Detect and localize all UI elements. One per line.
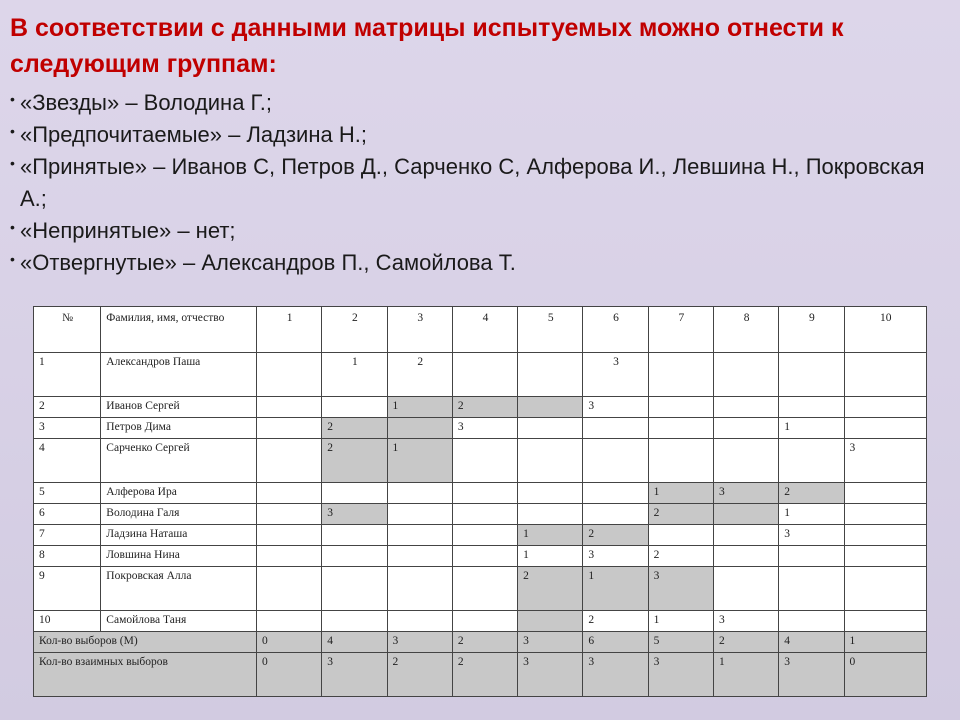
- table-row: [34, 611, 927, 632]
- summary-label: Кол-во выборов (М): [34, 632, 257, 653]
- choice-cell: [322, 397, 387, 418]
- choice-cell: 1: [387, 439, 452, 483]
- summary-value: 3: [518, 653, 583, 697]
- choice-cell: [452, 567, 517, 611]
- choice-cell: 1: [518, 546, 583, 567]
- table-row: [34, 567, 927, 611]
- bullet-dot-icon: •: [10, 123, 15, 139]
- summary-value: 1: [713, 653, 778, 697]
- choice-cell: [518, 418, 583, 439]
- choice-cell: [322, 483, 387, 504]
- choice-cell: [322, 546, 387, 567]
- bullet-item: [10, 151, 950, 215]
- row-name: Покровская Алла: [101, 567, 257, 611]
- bullet-dot-icon: •: [10, 219, 15, 235]
- bullet-list: [10, 87, 950, 279]
- choice-cell: [713, 546, 778, 567]
- choice-cell: [713, 525, 778, 546]
- choice-cell: [518, 353, 583, 397]
- choice-cell: [648, 418, 713, 439]
- bullet-item: [10, 215, 950, 247]
- row-name: Иванов Сергей: [101, 397, 257, 418]
- header-col-2: 2: [322, 307, 387, 353]
- choice-cell: 2: [648, 546, 713, 567]
- choice-cell: 1: [583, 567, 648, 611]
- choice-cell: [452, 525, 517, 546]
- row-number: 6: [34, 504, 101, 525]
- choice-cell: 2: [648, 504, 713, 525]
- choice-cell: [583, 483, 648, 504]
- bullet-text: «Непринятые» – нет;: [20, 218, 236, 243]
- slide-title: В соответствии с данными матрицы испытуемых можно отнести к следующим группам:: [10, 14, 844, 78]
- bullet-item: [10, 119, 950, 151]
- choice-cell: 3: [322, 504, 387, 525]
- summary-value: 0: [256, 632, 321, 653]
- choice-cell: 2: [779, 483, 844, 504]
- choice-cell: 1: [387, 397, 452, 418]
- header-fullname: Фамилия, имя, отчество: [101, 307, 257, 353]
- row-number: 2: [34, 397, 101, 418]
- choice-cell: [713, 439, 778, 483]
- choice-cell: 3: [583, 353, 648, 397]
- summary-value: 2: [452, 653, 517, 697]
- choice-cell: [256, 397, 321, 418]
- choice-cell: [583, 418, 648, 439]
- choice-cell: 1: [648, 483, 713, 504]
- choice-cell: [648, 397, 713, 418]
- choice-cell: [387, 546, 452, 567]
- choice-cell: [844, 611, 926, 632]
- choice-cell: [779, 439, 844, 483]
- row-name: Александров Паша: [101, 353, 257, 397]
- choice-cell: 1: [518, 525, 583, 546]
- row-number: 4: [34, 439, 101, 483]
- bullet-dot-icon: •: [10, 91, 15, 107]
- table-row: [34, 418, 927, 439]
- choice-cell: [256, 567, 321, 611]
- summary-value: 3: [518, 632, 583, 653]
- summary-value: 6: [583, 632, 648, 653]
- summary-value: 3: [648, 653, 713, 697]
- choice-cell: [518, 504, 583, 525]
- choice-cell: [256, 546, 321, 567]
- table-row: [34, 504, 927, 525]
- choice-cell: 3: [583, 397, 648, 418]
- choice-cell: 2: [518, 567, 583, 611]
- summary-value: 2: [713, 632, 778, 653]
- choice-cell: 3: [713, 611, 778, 632]
- row-name: Ловшина Нина: [101, 546, 257, 567]
- row-name: Самойлова Таня: [101, 611, 257, 632]
- choice-cell: 2: [583, 525, 648, 546]
- choice-cell: [452, 546, 517, 567]
- choice-cell: 1: [322, 353, 387, 397]
- bullet-text: «Отвергнутые» – Александров П., Самойлова Т.: [20, 250, 516, 275]
- header-col-5: 5: [518, 307, 583, 353]
- choice-cell: [322, 611, 387, 632]
- choice-cell: [256, 611, 321, 632]
- table-row: [34, 397, 927, 418]
- row-number: 9: [34, 567, 101, 611]
- choice-cell: 2: [452, 397, 517, 418]
- row-name: Володина Галя: [101, 504, 257, 525]
- choice-cell: [713, 504, 778, 525]
- bullet-dot-icon: •: [10, 251, 15, 267]
- choice-cell: [648, 353, 713, 397]
- row-number: 7: [34, 525, 101, 546]
- choice-cell: [844, 567, 926, 611]
- row-number: 1: [34, 353, 101, 397]
- choice-cell: 3: [452, 418, 517, 439]
- choice-cell: 3: [648, 567, 713, 611]
- choice-cell: [779, 546, 844, 567]
- row-name: Алферова Ира: [101, 483, 257, 504]
- summary-value: 2: [387, 653, 452, 697]
- bullet-dot-icon: •: [10, 155, 15, 171]
- choice-cell: [518, 397, 583, 418]
- table-row: [34, 483, 927, 504]
- bullet-text: «Предпочитаемые» – Ладзина Н.;: [20, 122, 367, 147]
- summary-value: 5: [648, 632, 713, 653]
- header-col-1: 1: [256, 307, 321, 353]
- summary-label: Кол-во взаимных выборов: [34, 653, 257, 697]
- choice-cell: 1: [779, 504, 844, 525]
- summary-value: 2: [452, 632, 517, 653]
- choice-cell: 3: [583, 546, 648, 567]
- header-col-8: 8: [713, 307, 778, 353]
- summary-value: 4: [779, 632, 844, 653]
- summary-value: 3: [322, 653, 387, 697]
- choice-cell: [518, 483, 583, 504]
- choice-cell: [452, 439, 517, 483]
- choice-cell: [713, 397, 778, 418]
- choice-cell: [844, 525, 926, 546]
- choice-cell: [256, 353, 321, 397]
- row-name: Сарченко Сергей: [101, 439, 257, 483]
- choice-cell: [256, 483, 321, 504]
- choice-cell: [518, 439, 583, 483]
- bullet-item: [10, 87, 950, 119]
- choice-cell: [779, 567, 844, 611]
- choice-cell: [387, 483, 452, 504]
- choice-cell: [452, 611, 517, 632]
- summary-value: 0: [256, 653, 321, 697]
- choice-cell: 3: [713, 483, 778, 504]
- header-col-9: 9: [779, 307, 844, 353]
- choice-cell: [844, 546, 926, 567]
- choice-cell: 2: [322, 418, 387, 439]
- choice-cell: [648, 525, 713, 546]
- choice-cell: [256, 418, 321, 439]
- choice-cell: [779, 611, 844, 632]
- choice-cell: [713, 353, 778, 397]
- summary-value: 3: [387, 632, 452, 653]
- table-row: [34, 525, 927, 546]
- summary-value: 3: [779, 653, 844, 697]
- choice-cell: [713, 567, 778, 611]
- choice-cell: [387, 418, 452, 439]
- choice-cell: 2: [583, 611, 648, 632]
- summary-value: 1: [844, 632, 926, 653]
- choice-cell: [779, 397, 844, 418]
- summary-row: [34, 632, 927, 653]
- choice-cell: 1: [779, 418, 844, 439]
- sociometric-matrix-table: [33, 306, 927, 697]
- row-name: Петров Дима: [101, 418, 257, 439]
- choice-cell: 2: [387, 353, 452, 397]
- choice-cell: [844, 504, 926, 525]
- summary-value: 0: [844, 653, 926, 697]
- summary-value: 3: [583, 653, 648, 697]
- choice-cell: [387, 525, 452, 546]
- choice-cell: 2: [322, 439, 387, 483]
- choice-cell: [452, 353, 517, 397]
- row-name: Ладзина Наташа: [101, 525, 257, 546]
- table-row: [34, 546, 927, 567]
- row-number: 3: [34, 418, 101, 439]
- bullet-item: [10, 247, 950, 279]
- header-col-7: 7: [648, 307, 713, 353]
- choice-cell: [779, 353, 844, 397]
- header-col-6: 6: [583, 307, 648, 353]
- choice-cell: 1: [648, 611, 713, 632]
- choice-cell: [844, 483, 926, 504]
- choice-cell: [844, 397, 926, 418]
- choice-cell: [387, 504, 452, 525]
- summary-value: 4: [322, 632, 387, 653]
- choice-cell: [322, 567, 387, 611]
- choice-cell: 3: [844, 439, 926, 483]
- choice-cell: [452, 483, 517, 504]
- choice-cell: [387, 567, 452, 611]
- choice-cell: [713, 418, 778, 439]
- choice-cell: [322, 525, 387, 546]
- summary-row: [34, 653, 927, 697]
- choice-cell: [583, 439, 648, 483]
- header-col-3: 3: [387, 307, 452, 353]
- table-row: [34, 353, 927, 397]
- choice-cell: [387, 611, 452, 632]
- choice-cell: [256, 525, 321, 546]
- header-number: №: [34, 307, 101, 353]
- row-number: 5: [34, 483, 101, 504]
- choice-cell: [452, 504, 517, 525]
- choice-cell: [583, 504, 648, 525]
- row-number: 10: [34, 611, 101, 632]
- bullet-text: «Принятые» – Иванов С, Петров Д., Сарченко С, Алферова И., Левшина Н., Покровская А.;: [20, 154, 925, 211]
- table-header-row: [34, 307, 927, 353]
- header-col-10: 10: [844, 307, 926, 353]
- choice-cell: [648, 439, 713, 483]
- choice-cell: [844, 353, 926, 397]
- row-number: 8: [34, 546, 101, 567]
- choice-cell: [256, 439, 321, 483]
- choice-cell: 3: [779, 525, 844, 546]
- table-row: [34, 439, 927, 483]
- header-col-4: 4: [452, 307, 517, 353]
- bullet-text: «Звезды» – Володина Г.;: [20, 90, 273, 115]
- choice-cell: [256, 504, 321, 525]
- choice-cell: [844, 418, 926, 439]
- choice-cell: [518, 611, 583, 632]
